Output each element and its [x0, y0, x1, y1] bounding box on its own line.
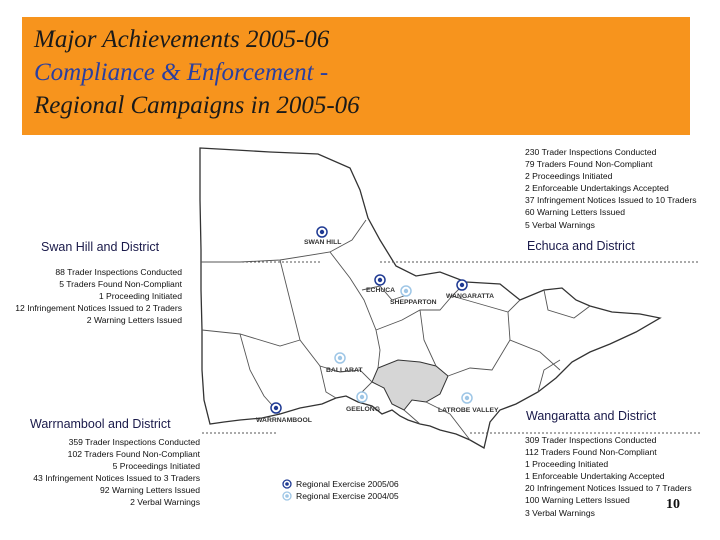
- stat-line: 92 Warning Letters Issued: [100, 485, 200, 496]
- label-latrobe-valley: LATROBE VALLEY: [438, 407, 499, 414]
- marker-swan-hill[interactable]: [317, 227, 327, 237]
- marker-ballarat[interactable]: [335, 353, 345, 363]
- stat-line: 79 Traders Found Non-Compliant: [525, 159, 653, 170]
- stat-line: 12 Infringement Notices Issued to 2 Traders: [15, 303, 182, 314]
- label-warrnambool: WARRNAMBOOL: [256, 417, 312, 424]
- title-line-2: Compliance & Enforcement -: [34, 59, 329, 86]
- title-line-1: Major Achievements 2005-06: [34, 26, 330, 53]
- stat-line: 1 Proceeding Initiated: [525, 459, 609, 470]
- marker-wangaratta[interactable]: [457, 280, 467, 290]
- stat-line: 2 Verbal Warnings: [130, 497, 200, 508]
- swan-hill-title: Swan Hill and District: [41, 240, 160, 254]
- swan-hill-stats: [4, 266, 182, 326]
- metro-region: [372, 360, 448, 410]
- label-geelong: GEELONG: [346, 406, 380, 413]
- legend-item-2005: [282, 478, 399, 490]
- marker-warrnambool[interactable]: [271, 403, 281, 413]
- stat-line: 88 Trader Inspections Conducted: [55, 267, 182, 277]
- marker-shepparton[interactable]: [401, 286, 411, 296]
- marker-latrobe-valley[interactable]: [462, 393, 472, 403]
- legend-label-2004: Regional Exercise 2004/05: [296, 491, 399, 501]
- marker-geelong[interactable]: [357, 392, 367, 402]
- stat-line: 1 Proceeding Initiated: [98, 291, 182, 302]
- stat-line: 20 Infringement Notices Issued to 7 Traders: [525, 483, 692, 494]
- title-line-3: Regional Campaigns in 2005-06: [34, 92, 360, 119]
- stat-line: 43 Infringement Notices Issued to 3 Traders: [33, 473, 200, 484]
- stat-line: 1 Enforceable Undertaking Accepted: [525, 471, 665, 482]
- warrnambool-stats: [4, 436, 200, 509]
- map-legend: [282, 478, 399, 502]
- stat-line: 309 Trader Inspections Conducted: [525, 435, 657, 445]
- legend-marker-2005-icon: [282, 479, 292, 489]
- legend-marker-2004-icon: [282, 491, 292, 501]
- stat-line: 5 Proceedings Initiated: [112, 461, 200, 472]
- label-shepparton: SHEPPARTON: [390, 299, 437, 306]
- stat-line: 102 Traders Found Non-Compliant: [67, 449, 200, 460]
- stat-line: 5 Verbal Warnings: [525, 219, 595, 230]
- stat-line: 2 Proceedings Initiated: [525, 171, 613, 182]
- wangaratta-title: Wangaratta and District: [526, 409, 657, 423]
- warrnambool-title: Warrnambool and District: [30, 417, 171, 431]
- label-ballarat: BALLARAT: [326, 367, 363, 374]
- marker-echuca[interactable]: [375, 275, 385, 285]
- stat-line: 359 Trader Inspections Conducted: [68, 437, 200, 447]
- stat-line: 60 Warning Letters Issued: [525, 207, 625, 218]
- legend-item-2004: [282, 490, 399, 502]
- echuca-stats: [525, 146, 697, 231]
- stat-line: 2 Warning Letters Issued: [86, 315, 182, 326]
- label-echuca: ECHUCA: [366, 287, 396, 294]
- stat-line: 100 Warning Letters Issued: [525, 495, 630, 506]
- echuca-title: Echuca and District: [527, 239, 635, 253]
- stat-line: 230 Trader Inspections Conducted: [525, 147, 657, 157]
- region-boundaries: [201, 220, 590, 440]
- label-wangaratta: WANGARATTA: [446, 293, 495, 300]
- stat-line: 3 Verbal Warnings: [525, 507, 595, 518]
- stat-line: 5 Traders Found Non-Compliant: [59, 279, 182, 290]
- stat-line: 37 Infringement Notices Issued to 10 Traders: [525, 195, 697, 206]
- label-swan-hill: SWAN HILL: [304, 239, 342, 246]
- stat-line: 112 Traders Found Non-Compliant: [525, 447, 657, 458]
- page-number: 10: [666, 497, 680, 512]
- stat-line: 2 Enforceable Undertakings Accepted: [525, 183, 669, 194]
- legend-label-2005: Regional Exercise 2005/06: [296, 479, 399, 489]
